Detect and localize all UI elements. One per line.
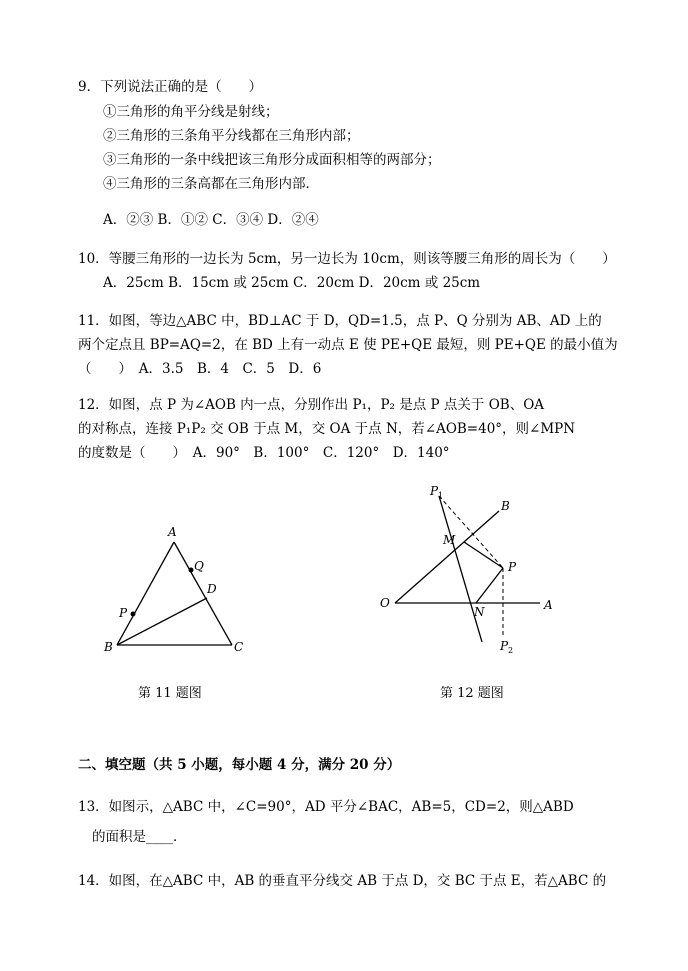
label-q: Q: [194, 559, 204, 573]
label-m: M: [443, 533, 456, 547]
q13-line-1: 13．如图示，△ABC 中，∠C=90°，AD 平分∠BAC，AB=5，CD=2，则△ABD: [78, 799, 574, 815]
label-o: O: [380, 596, 390, 610]
q9-stem: 9．下列说法正确的是（ ）: [78, 79, 263, 95]
label-c: C: [234, 640, 244, 654]
side-ac: [174, 542, 232, 645]
q11-line-2: 两个定点且 BP=AQ=2，在 BD 上有一动点 E 使 PE+QE 最短，则 PE+QE 的最小值为: [78, 337, 618, 353]
segment-np: [476, 568, 503, 603]
segment-p1p2: [439, 496, 482, 642]
label-p: P: [119, 606, 128, 620]
q12-line-1: 12．如图，点 P 为∠AOB 内一点，分别作出 P₁，P₂ 是点 P 点关于 OB、OA: [78, 397, 545, 413]
q9-statement-2: ②三角形的三条角平分线都在三角形内部；: [103, 128, 360, 144]
q9-statement-3: ③三角形的一条中线把该三角形分成面积相等的两部分；: [103, 152, 441, 168]
section-2-heading: 二、填空题（共 5 小题，每小题 4 分，满分 20 分）: [78, 757, 401, 773]
point-p: [131, 612, 136, 617]
label-d: D: [207, 582, 217, 596]
q11-line-1: 11．如图，等边△ABC 中，BD⊥AC 于 D，QD=1.5，点 P、Q 分别为 AB、AD 上的: [78, 313, 602, 329]
q14-line-1: 14．如图，在△ABC 中，AB 的垂直平分线交 AB 于点 D，交 BC 于点 E，若△ABC 的: [78, 873, 607, 889]
figure-11-caption: 第 11 题图: [138, 686, 202, 701]
label-a: A: [168, 525, 177, 539]
q12-line-2: 的对称点，连接 P₁P₂ 交 OB 于点 M，交 OA 于点 N，若∠AOB=40°，则∠MPN: [78, 421, 576, 437]
q9-statement-4: ④三角形的三条高都在三角形内部．: [103, 176, 319, 192]
q13-line-2: 的面积是____．: [92, 829, 187, 845]
q10-options: A．25cm B．15cm 或 25cm C．20cm D．20cm 或 25cm: [103, 275, 481, 291]
label-p1-subscript: 1: [438, 491, 444, 500]
label-n: N: [474, 605, 485, 619]
figure-12-caption: 第 12 题图: [440, 686, 504, 701]
point-q: [189, 568, 194, 573]
q9-options: A．②③ B．①② C．③④ D．②④: [103, 212, 319, 228]
label-p2-subscript: 2: [508, 646, 514, 655]
label-b: B: [104, 640, 113, 654]
q11-line-3: （ ） A．3.5 B．4 C．5 D．6: [78, 361, 322, 377]
label-p2: P: [500, 639, 509, 653]
label-a: A: [544, 598, 553, 612]
figure-11: [95, 520, 255, 660]
label-b: B: [501, 499, 510, 513]
label-p1: P: [430, 484, 439, 498]
q12-line-3: 的度数是（ ） A．90° B．100° C．120° D．140°: [78, 445, 450, 461]
label-p: P: [508, 560, 517, 574]
segment-p1p-dashed: [439, 496, 503, 568]
figure-12: [370, 480, 570, 660]
q10-stem: 10．等腰三角形的一边长为 5cm，另一边长为 10cm，则该等腰三角形的周长为（ ）: [78, 251, 616, 267]
q9-statement-1: ①三角形的角平分线是射线；: [103, 104, 279, 120]
